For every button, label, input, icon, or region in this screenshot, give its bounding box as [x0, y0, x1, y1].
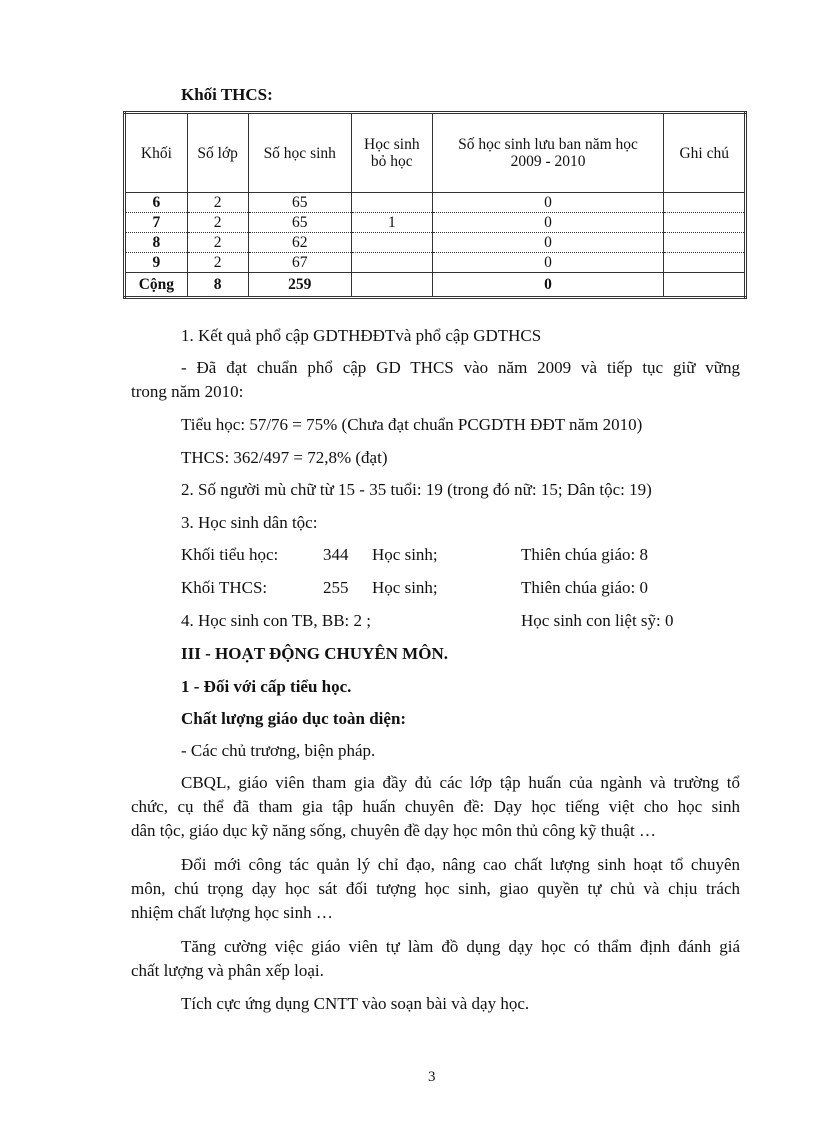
row-label: 4. Học sinh con TB, BB: 2 ;	[181, 611, 371, 630]
cell-khoi: 8	[125, 233, 188, 253]
page-number: 3	[428, 1069, 436, 1085]
cell-total-ghi-chu	[664, 273, 746, 298]
cell-so-hoc-sinh: 62	[248, 233, 351, 253]
header-bo-hoc: Học sinh bỏ học	[351, 113, 432, 193]
row-note: Học sinh con liệt sỹ: 0	[521, 611, 674, 630]
cell-bo-hoc	[351, 233, 432, 253]
student-table	[123, 111, 747, 299]
section-title-hoat-dong: III - HOẠT ĐỘNG CHUYÊN MÔN.	[181, 644, 448, 663]
paragraph-cbql-line3: dân tộc, giáo dục kỹ năng sống, chuyên đề dạy học môn thủ công kỹ thuật …	[131, 821, 656, 840]
row-note: Thiên chúa giáo: 0	[521, 578, 648, 597]
paragraph-thcs: THCS: 362/497 = 72,8% (đạt)	[181, 448, 388, 467]
cell-so-lop: 2	[187, 233, 248, 253]
paragraph-dat-chuan-cont: trong năm 2010:	[131, 382, 244, 401]
cell-khoi: 6	[125, 193, 188, 213]
header-so-lop: Số lớp	[187, 113, 248, 193]
paragraph-cntt: Tích cực ứng dụng CNTT vào soạn bài và dạy học.	[181, 994, 530, 1013]
paragraph-cbql-line1: CBQL, giáo viên tham gia đầy đủ các lớp tập huấn của ngành và trường tổ	[181, 773, 740, 792]
cell-total-label: Cộng	[125, 273, 188, 298]
cell-ghi-chu	[664, 253, 746, 273]
cell-total-luu-ban: 0	[432, 273, 664, 298]
paragraph-cbql-line2: chức, cụ thể đã tham gia tập huấn chuyên đề: Dạy học tiếng việt cho học sinh	[131, 797, 740, 816]
cell-ghi-chu	[664, 193, 746, 213]
cell-so-lop: 2	[187, 253, 248, 273]
paragraph-hs-dan-toc: 3. Học sinh dân tộc:	[181, 513, 318, 532]
cell-total-so-hoc-sinh: 259	[248, 273, 351, 298]
cell-so-hoc-sinh: 65	[248, 193, 351, 213]
cell-ghi-chu	[664, 233, 746, 253]
section-title-chat-luong: Chất lượng giáo dục toàn diện:	[181, 709, 407, 728]
row-count: 255	[323, 578, 349, 597]
cell-bo-hoc	[351, 193, 432, 213]
paragraph-doi-moi-line3: nhiệm chất lượng học sinh …	[131, 903, 333, 922]
row-unit: Học sinh;	[372, 545, 438, 564]
table-header-row	[125, 113, 746, 193]
header-khoi: Khối	[125, 113, 188, 193]
cell-luu-ban: 0	[432, 233, 664, 253]
row-label: Khối tiểu học:	[181, 545, 279, 564]
paragraph-dat-chuan: - Đã đạt chuẩn phổ cập GD THCS vào năm 2009 và tiếp tục giữ vững	[181, 358, 740, 377]
cell-ghi-chu	[664, 213, 746, 233]
paragraph-tang-cuong-line2: chất lượng và phân xếp loại.	[131, 961, 324, 980]
table-row	[125, 193, 746, 213]
row-count: 344	[323, 545, 349, 564]
header-ghi-chu: Ghi chú	[664, 113, 746, 193]
row-unit: Học sinh;	[372, 578, 438, 597]
cell-so-lop: 2	[187, 213, 248, 233]
cell-luu-ban: 0	[432, 253, 664, 273]
cell-total-so-lop: 8	[187, 273, 248, 298]
cell-total-bo-hoc	[351, 273, 432, 298]
paragraph-doi-moi-line1: Đổi mới công tác quản lý chỉ đạo, nâng cao chất lượng sinh hoạt tổ chuyên	[181, 855, 740, 874]
cell-bo-hoc	[351, 253, 432, 273]
cell-luu-ban: 0	[432, 213, 664, 233]
section-heading: Khối THCS:	[181, 85, 273, 104]
cell-luu-ban: 0	[432, 193, 664, 213]
cell-bo-hoc: 1	[351, 213, 432, 233]
header-so-hoc-sinh: Số học sinh	[248, 113, 351, 193]
header-luu-ban: Số học sinh lưu ban năm học 2009 - 2010	[432, 113, 664, 193]
paragraph-chu-truong: - Các chủ trương, biện pháp.	[181, 741, 376, 760]
cell-so-lop: 2	[187, 193, 248, 213]
row-note: Thiên chúa giáo: 8	[521, 545, 648, 564]
paragraph-tang-cuong-line1: Tăng cường việc giáo viên tự làm đồ dụng dạy học có thẩm định đánh giá	[181, 937, 740, 956]
table-row	[125, 253, 746, 273]
section-title-tieu-hoc: 1 - Đối với cấp tiểu học.	[181, 677, 352, 696]
cell-so-hoc-sinh: 65	[248, 213, 351, 233]
table-total-row	[125, 273, 746, 298]
row-label: Khối THCS:	[181, 578, 268, 597]
cell-khoi: 7	[125, 213, 188, 233]
table-row	[125, 233, 746, 253]
table-row	[125, 213, 746, 233]
paragraph-mu-chu: 2. Số người mù chữ từ 15 - 35 tuổi: 19 (trong đó nữ: 15; Dân tộc: 19)	[181, 480, 652, 499]
paragraph-tieu-hoc: Tiểu học: 57/76 = 75% (Chưa đạt chuẩn PCGDTH ĐĐT năm 2010)	[181, 415, 643, 434]
cell-so-hoc-sinh: 67	[248, 253, 351, 273]
paragraph-doi-moi-line2: môn, chú trọng dạy học sát đối tượng học sinh, giao quyền tự chủ và chịu trách	[131, 879, 740, 898]
paragraph-pho-cap: 1. Kết quả phổ cập GDTHĐĐTvà phổ cập GDTHCS	[181, 326, 542, 345]
cell-khoi: 9	[125, 253, 188, 273]
